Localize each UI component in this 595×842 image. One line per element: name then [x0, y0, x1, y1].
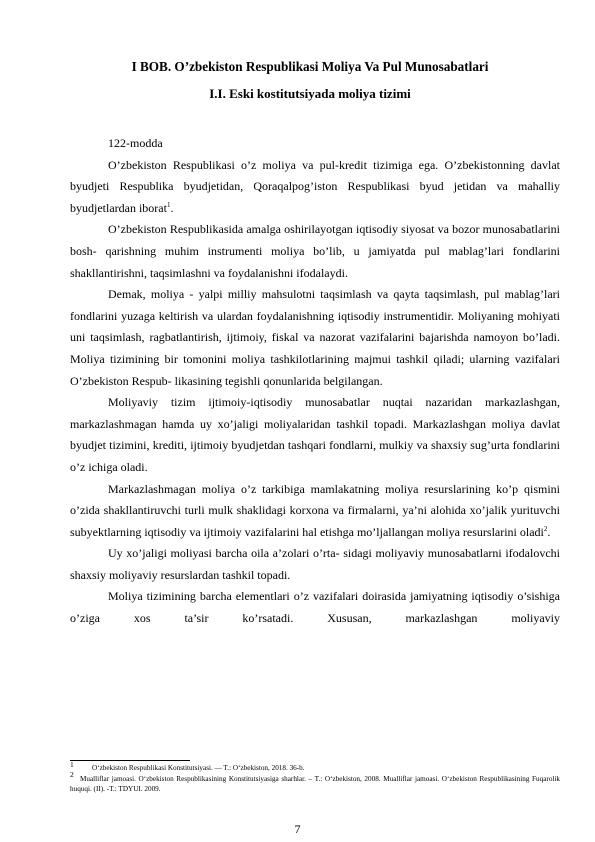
paragraph: Moliya tizimining barcha elementlari o’z vazifalari doirasida jamiyatning iqtisodiy o’sishiga o’ziga xos ta’sir ko’rsatadi. Xususan, markazlashgan moliyaviy	[70, 589, 560, 626]
footnotes	[70, 759, 560, 795]
paragraph: Markazlashmagan moliya o’z tarkibiga mamlakatning moliya resurslarining ko’p qismini o’zida shakllantiruvchi turli mulk shaklidagi korxona va firmalarni, ya’ni alohida xo’jalik yurituvchi subyektlarning iqtisodiy va ijtimoiy vazifalarini hal etishga mo’ljallangan moliya resurslarini oladi$^2$.	[70, 481, 560, 539]
footnote: 2 Mualliflar jamoasi. O‘zbekiston Respublikasining Konstitutsiyasiga sharhlar. – T.: O‘zbekiston, 2008. Mualliflar jamoasi. O‘zbekiston Respublikasining Fuqarolik huquqi. (II). -T.: TDYUI. 2009.	[70, 770, 560, 793]
paragraph: O’zbekiston Respublikasida amalga oshirilayotgan iqtisodiy siyosat va bozor munosabatlarini bosh- qarishning muhim instrumenti moliya bo’lib, u jamiyatda pul mablag’lari fondlarini shakllantirishni, taqsimlashni va foydalanishni ifodalaydi.	[70, 222, 560, 280]
body-text	[70, 133, 560, 630]
page-number: 7	[294, 822, 301, 836]
chapter-title: I BOB. O’zbekiston Respublikasi Moliya Va Pul Munosabatlari	[131, 59, 489, 74]
paragraph: Uy xo’jaligi moliyasi barcha oila a’zolari o’rta- sidagi moliyaviy munosabatlarni ifodalovchi shaxsiy moliyaviy resurslardan tashkil topadi.	[70, 546, 560, 582]
footnote-ref[interactable]: 1	[166, 200, 171, 209]
footnote-divider	[70, 760, 190, 761]
paragraph: Demak, moliya - yalpi milliy mahsulotni taqsimlash va qayta taqsimlash, pul mablag’lari fondlarini yuzaga keltirish va ulardan foydalanishning iqtisodiy instrumentidir. Moliyaning mohiyati uni taqsimlash, ragbatlantirish, ijtimoiy, fiskal va nazorat vazifalarini bajarishda namoyon bo’ladi. Moliya tizimining bir tomonini moliya tashkilotlarining majmui tashkil qiladi; ularning vazifalari O’zbekiston Respub- likasining tegishli qonunlarida belgilangan.	[70, 287, 560, 388]
paragraph: O’zbekiston Respublikasi o’z moliya va pul-kredit tizimiga ega. O’zbekistonning davlat byudjeti Respublika byudjetidan, Qoraqalpog’iston Respublikasi byud jetidan va mahalliy byudjetlardan iborat$^1$.	[70, 157, 560, 215]
paragraph: Moliyaviy tizim ijtimoiy-iqtisodiy munosabatlar nuqtai nazaridan markazlashgan, markazlashmagan hamda uy xo’jaligi moliyalaridan tashkil topadi. Markazlashgan moliya davlat byudjet tizimini, krediti, ijtimoiy byudjetdan tashqari fondlarni, mulkiy va shaxsiy sug’urta fondlarini o’z ichiga oladi.	[70, 395, 560, 474]
article-label: 122-modda	[108, 136, 163, 150]
footnote: 1 O‘zbekiston Respublikasi Konstitutsiyasi. — T.: O‘zbekiston, 2018. 36-b.	[70, 759, 305, 772]
section-title: I.I. Eski kostitutsiyada moliya tizimi	[209, 86, 411, 101]
footnote-ref[interactable]: 2	[543, 524, 548, 533]
